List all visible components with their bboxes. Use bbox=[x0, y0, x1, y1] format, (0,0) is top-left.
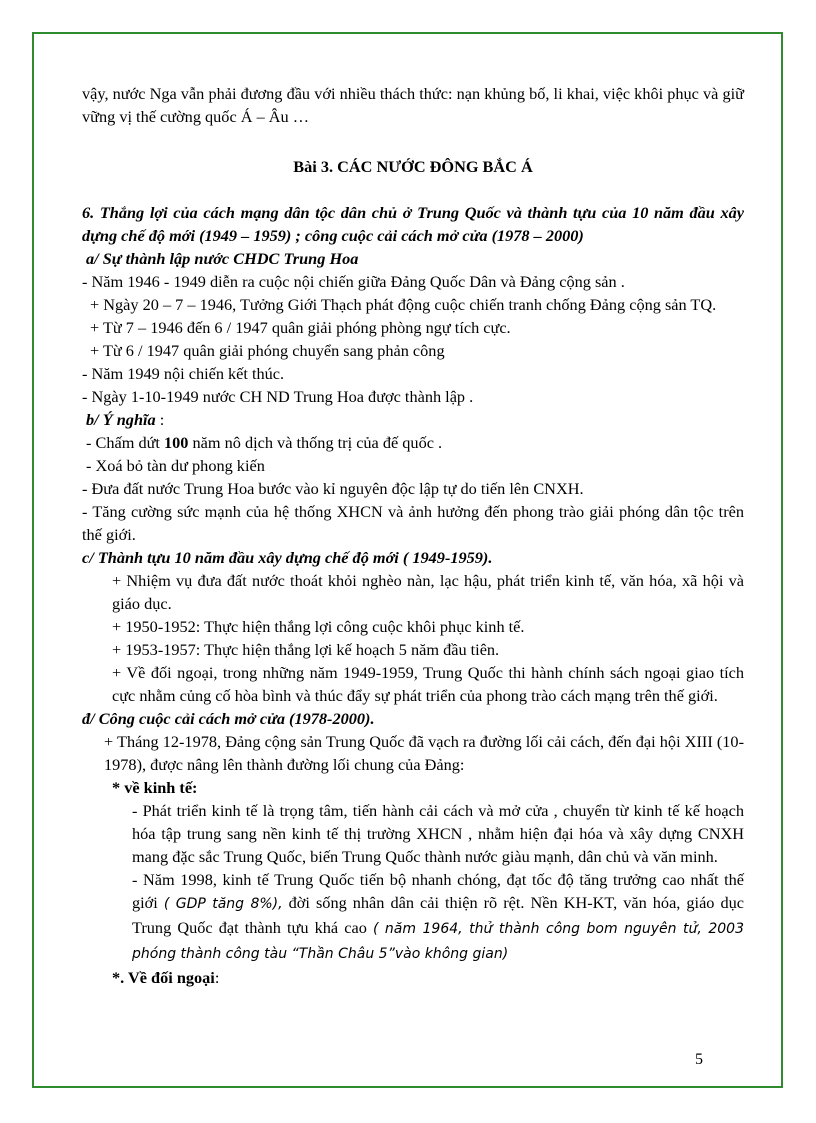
line-d3: - Phát triển kinh tế là trọng tâm, tiến hành cải cách và mở cửa , chuyển từ kinh tế kế hoạch hóa tập trung sang nền kinh tế thị trường XHCN , nhằm hiện đại hóa và xây dựng CNXH mang đặc sắc Trung Quốc, biến Trung Quốc thành nước giàu mạnh, dân chủ và văn minh. bbox=[132, 801, 744, 866]
line-d4-gdp: ( GDP tăng 8%), bbox=[163, 896, 283, 912]
line-b3: - Đưa đất nước Trung Hoa bước vào kỉ nguyên độc lập tự do tiến lên CNXH. bbox=[82, 479, 584, 498]
line-a6: - Ngày 1-10-1949 nước CH ND Trung Hoa được thành lập . bbox=[82, 387, 474, 406]
line-d1: + Tháng 12-1978, Đảng cộng sản Trung Quốc đã vạch ra đường lối cải cách, đến đại hội XIII (10-1978), được nâng lên thành đường lối chung của Đảng: bbox=[104, 732, 744, 774]
line-d5-colon: : bbox=[214, 968, 220, 987]
line-d4 bbox=[82, 868, 744, 966]
line-d2-economy: * về kinh tế: bbox=[112, 778, 198, 797]
line-b4: - Tăng cường sức mạnh của hệ thống XHCN và ảnh hưởng đến phong trào giải phóng dân tộc trên thế giới. bbox=[82, 502, 744, 544]
line-d5-label: *. Về đối ngoại bbox=[112, 968, 215, 987]
page-border bbox=[32, 32, 783, 1088]
subsection-b-colon: : bbox=[155, 410, 165, 429]
line-b1-number: 100 bbox=[164, 433, 189, 452]
section-6-heading: 6. Thắng lợi của cách mạng dân tộc dân chủ ở Trung Quốc và thành tựu của 10 năm đầu xây dựng chế độ mới (1949 – 1959) ; công cuộc cải cách mở cửa (1978 – 2000) bbox=[82, 203, 744, 245]
line-a4: + Từ 6 / 1947 quân giải phóng chuyển sang phản công bbox=[90, 341, 445, 360]
line-b1-pre: - Chấm dứt bbox=[86, 433, 165, 452]
line-b2: - Xoá bỏ tàn dư phong kiến bbox=[86, 456, 265, 475]
line-c2: + 1950-1952: Thực hiện thắng lợi công cuộc khôi phục kinh tế. bbox=[112, 617, 525, 636]
page-number: 5 bbox=[695, 1051, 703, 1068]
line-a5: - Năm 1949 nội chiến kết thúc. bbox=[82, 364, 285, 383]
paragraph-intro: vậy, nước Nga vẫn phải đương đầu với nhiều thách thức: nạn khủng bố, li khai, việc khôi phục và giữ vững vị thế cường quốc Á – Âu … bbox=[82, 84, 744, 126]
document-body bbox=[82, 82, 744, 989]
subsection-b-heading bbox=[82, 408, 744, 431]
subsection-b-label: b/ Ý nghĩa bbox=[86, 410, 156, 429]
line-c1: + Nhiệm vụ đưa đất nước thoát khỏi nghèo nàn, lạc hậu, phát triển kinh tế, văn hóa, xã hội và giáo dục. bbox=[112, 571, 744, 613]
line-b1-post: năm nô dịch và thống trị của đế quốc . bbox=[188, 433, 443, 452]
line-b1 bbox=[82, 431, 744, 454]
line-a2: + Ngày 20 – 7 – 1946, Tưởng Giới Thạch phát động cuộc chiến tranh chống Đảng cộng sản TQ. bbox=[90, 295, 717, 314]
line-d4-achievements: ( năm 1964, thử thành công bom nguyên tử, 2003 phóng thành công tàu “Thần Châu 5”vào không gian) bbox=[132, 921, 744, 962]
line-a3: + Từ 7 – 1946 đến 6 / 1947 quân giải phóng phòng ngự tích cực. bbox=[90, 318, 511, 337]
line-d4-post: đời sống nhân dân cải thiện rõ rệt. Nền KH-KT, văn hóa, giáo dục Trung Quốc đạt thành tựu khá cao bbox=[132, 893, 744, 937]
line-d5-foreign bbox=[82, 966, 744, 989]
line-a1: - Năm 1946 - 1949 diễn ra cuộc nội chiến giữa Đảng Quốc Dân và Đảng cộng sản . bbox=[82, 272, 625, 291]
line-c3: + 1953-1957: Thực hiện thắng lợi kế hoạch 5 năm đầu tiên. bbox=[112, 640, 500, 659]
subsection-d-heading: đ/ Công cuộc cải cách mở cửa (1978-2000). bbox=[82, 709, 375, 728]
line-d4-pre: - Năm 1998, kinh tế Trung Quốc tiến bộ nhanh chóng, đạt tốc độ tăng trưởng cao nhất thế giới bbox=[132, 870, 744, 912]
line-c4: + Về đối ngoại, trong những năm 1949-1959, Trung Quốc thi hành chính sách ngoại giao tích cực nhằm củng cố hòa bình và thúc đẩy sự phát triển của phong trào cách mạng trên thế giới. bbox=[112, 663, 744, 705]
subsection-c-heading: c/ Thành tựu 10 năm đầu xây dựng chế độ mới ( 1949-1959). bbox=[82, 548, 493, 567]
subsection-a-heading: a/ Sự thành lập nước CHDC Trung Hoa bbox=[86, 249, 359, 268]
lesson-title: Bài 3. CÁC NƯỚC ĐÔNG BẮC Á bbox=[293, 157, 533, 176]
